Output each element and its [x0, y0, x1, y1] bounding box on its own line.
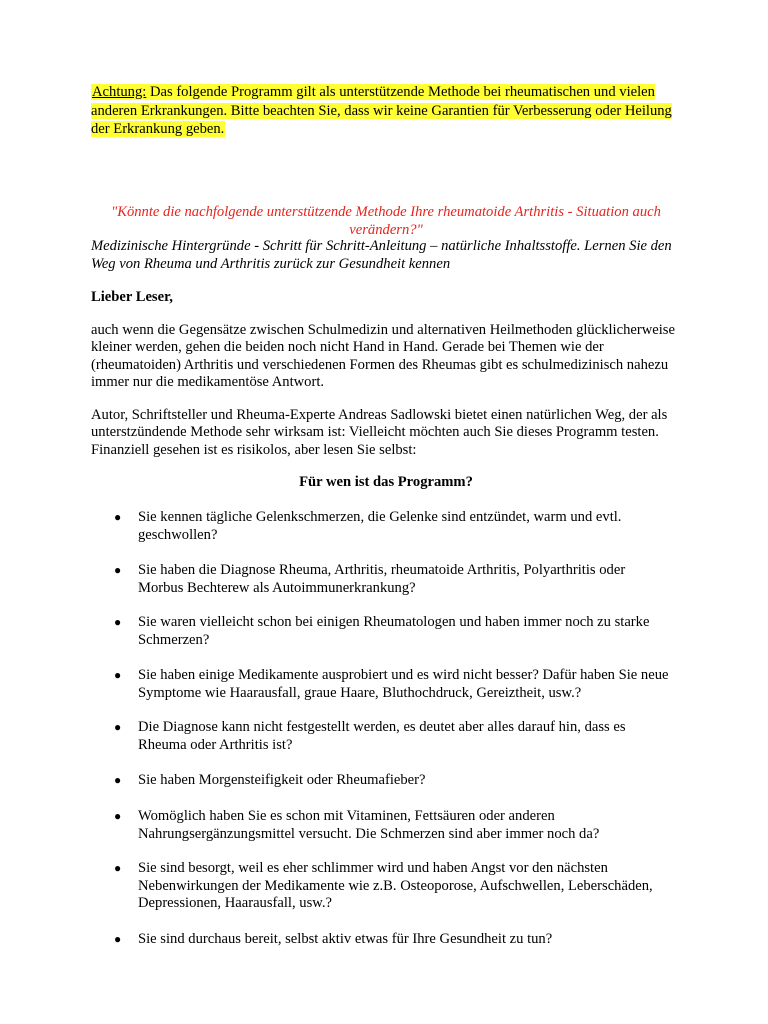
section-title: Für wen ist das Programm? [299, 474, 473, 490]
list-item [114, 509, 674, 544]
bullet-icon: ● [114, 510, 122, 524]
list-item-text: Sie waren vielleicht schon bei einigen Rheumatologen und haben immer noch zu starke Schmerzen? [138, 614, 650, 648]
list-item [114, 719, 674, 754]
list-item [114, 772, 674, 790]
bullet-icon: ● [114, 615, 122, 629]
bullet-icon: ● [114, 720, 122, 734]
list-item [114, 562, 674, 597]
bullet-icon: ● [114, 809, 122, 823]
list-item-text: Sie haben Morgensteifigkeit oder Rheumafieber? [138, 772, 426, 788]
list-item-text: Sie kennen tägliche Gelenkschmerzen, die Gelenke sind entzündet, warm und evtl. geschwollen? [138, 509, 622, 543]
bullet-icon: ● [114, 932, 122, 946]
list-item [114, 614, 674, 649]
bullet-icon: ● [114, 861, 122, 875]
headline-question: "Könnte die nachfolgende unterstützende Methode Ihre rheumatoide Arthritis - Situation auch verändern?" [111, 204, 661, 238]
list-item-text: Sie sind besorgt, weil es eher schlimmer wird und haben Angst vor den nächsten Nebenwirkungen der Medikamente wie z.B. Osteoporose, Aufschwellen, Leberschäden, Depressionen, Haarausfall, usw.? [138, 860, 653, 911]
bullet-icon: ● [114, 563, 122, 577]
list-item [114, 931, 674, 949]
intro-paragraph: auch wenn die Gegensätze zwischen Schulmedizin und alternativen Heilmethoden glücklicherweise kleiner werden, gehen die beiden noch nicht Hand in Hand. Gerade bei Themen wie der (rheumatoiden) Arthritis und verschiedenen Formen des Rheumas gibt es schulmedizinisch nahezu immer nur die medikamentöse Antwort. [91, 322, 675, 391]
list-item [114, 808, 674, 843]
disclaimer-label: Achtung: [92, 84, 147, 100]
list-item-text: Sie sind durchaus bereit, selbst aktiv etwas für Ihre Gesundheit zu tun? [138, 931, 553, 947]
list-item-text: Sie haben die Diagnose Rheuma, Arthritis, rheumatoide Arthritis, Polyarthritis oder Morbus Bechterew als Autoimmunerkrankung? [138, 562, 626, 596]
bullet-icon: ● [114, 668, 122, 682]
list-item [114, 667, 674, 702]
greeting: Lieber Leser, [91, 289, 173, 305]
bullet-icon: ● [114, 773, 122, 787]
list-item-text: Sie haben einige Medikamente ausprobiert und es wird nicht besser? Dafür haben Sie neue Symptome wie Haarausfall, graue Haare, Bluthochdruck, Gereiztheit, usw.? [138, 667, 669, 701]
list-item [114, 860, 674, 913]
list-item-text: Womöglich haben Sie es schon mit Vitaminen, Fettsäuren oder anderen Nahrungsergänzungsmittel versucht. Die Schmerzen sind aber immer noch da? [138, 808, 600, 842]
list-item-text: Die Diagnose kann nicht festgestellt werden, es deutet aber alles darauf hin, dass es Rheuma oder Arthritis ist? [138, 719, 626, 753]
disclaimer-text: Das folgende Programm gilt als unterstützende Methode bei rheumatischen und vielen anderen Erkrankungen. Bitte beachten Sie, dass wir keine Garantien für Verbesserung oder Heilung der Erkrankung geben. [91, 84, 672, 137]
author-paragraph: Autor, Schriftsteller und Rheuma-Experte Andreas Sadlowski bietet einen natürlichen Weg, der als unterstzündende Methode sehr wirksam ist: Vielleicht möchten auch Sie dieses Programm testen. Finanziell gesehen ist es risikolos, aber lesen Sie selbst: [91, 407, 668, 458]
subheadline: Medizinische Hintergründe - Schritt für Schritt-Anleitung – natürliche Inhaltsstoffe. Lernen Sie den Weg von Rheuma und Arthritis zurück zur Gesundheit kennen [91, 238, 672, 272]
